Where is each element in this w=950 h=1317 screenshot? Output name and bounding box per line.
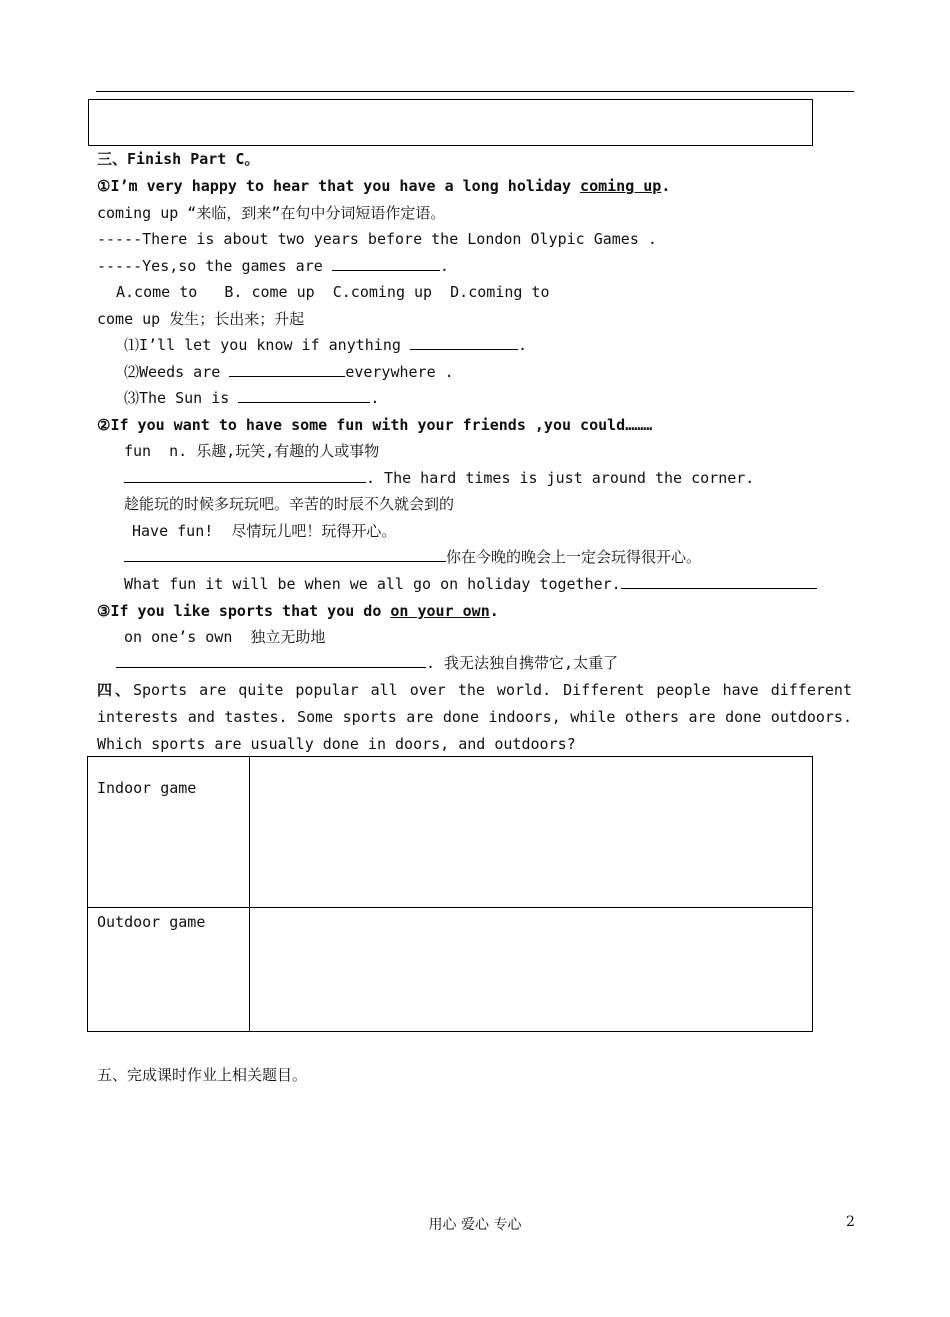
item1-options: A.come to B. come up C.coming up D.coming to: [116, 283, 550, 301]
indoor-answer-cell[interactable]: [250, 757, 813, 908]
indoor-label-cell: [88, 757, 250, 908]
item3-sentence: ③If you like sports that you do on your own.: [97, 602, 499, 620]
header-rule: [96, 91, 854, 92]
answer-blank[interactable]: [621, 574, 817, 589]
section4-paragraph: 四、Sports are quite popular all over the world. Different people have different interests and tastes. Some sports are done indoors, while others are done outdoors. Which sports are usually done in doors, and outdoors?: [97, 681, 852, 753]
table-row: [88, 908, 813, 1032]
item1-dialog-line1: -----There is about two years before the London Olypic Games .: [97, 230, 657, 248]
item1-note: coming up “来临，到来”在句中分词短语作定语。: [97, 204, 446, 222]
item2-meaning: fun n. 乐趣,玩笑,有趣的人或事物: [124, 442, 380, 460]
answer-blank[interactable]: [116, 653, 426, 668]
empty-answer-box: [88, 99, 813, 146]
answer-blank[interactable]: [124, 468, 366, 483]
page-number: 2: [846, 1214, 855, 1230]
answer-blank[interactable]: [238, 388, 370, 403]
item2-exercise-1: . The hard times is just around the corner.: [124, 468, 754, 488]
item1-keyword: coming up: [580, 177, 662, 195]
item2-exercise-1-translation: 趁能玩的时候多玩玩吧。辛苦的时辰不久就会到的: [124, 495, 455, 513]
item3-keyword: on your own: [390, 602, 490, 620]
section4-label: 四、: [97, 681, 133, 699]
outdoor-game-label: Outdoor game: [97, 913, 206, 931]
answer-blank[interactable]: [124, 547, 446, 562]
item2-phrase: Have fun! 尽情玩儿吧！玩得开心。: [132, 522, 397, 540]
item1-sentence: ①I’m very happy to hear that you have a long holiday coming up.: [97, 177, 671, 195]
answer-blank[interactable]: [410, 335, 518, 350]
sports-table: [87, 756, 813, 1032]
answer-blank[interactable]: [229, 362, 345, 377]
table-row: [88, 757, 813, 908]
indoor-game-label: Indoor game: [97, 779, 197, 797]
item2-sentence: ②If you want to have some fun with your friends ,you could………: [97, 416, 653, 434]
item1-exercise-3: ⑶The Sun is .: [124, 389, 380, 407]
outdoor-label-cell: [88, 908, 250, 1032]
item2-exercise-2: 你在今晚的晚会上一定会玩得很开心。: [124, 547, 701, 567]
item1-meaning: come up 发生；长出来；升起: [97, 310, 305, 328]
item1-dialog-line2: -----Yes,so the games are .: [97, 257, 449, 275]
footer-motto: 用心 爱心 专心: [428, 1217, 522, 1233]
section5-instruction: 五、完成课时作业上相关题目。: [97, 1066, 308, 1084]
item3-meaning: on one’s own 独立无助地: [124, 628, 326, 646]
section3-heading: 三、Finish Part C。: [97, 150, 260, 168]
item1-exercise-2: ⑵Weeds are everywhere .: [124, 363, 454, 381]
item3-exercise-1: . 我无法独自携带它,太重了: [116, 653, 618, 673]
outdoor-answer-cell[interactable]: [250, 908, 813, 1032]
item1-exercise-1: ⑴I’ll let you know if anything .: [124, 336, 527, 354]
item2-exercise-3: What fun it will be when we all go on holiday together.: [124, 574, 817, 594]
answer-blank[interactable]: [332, 256, 440, 271]
